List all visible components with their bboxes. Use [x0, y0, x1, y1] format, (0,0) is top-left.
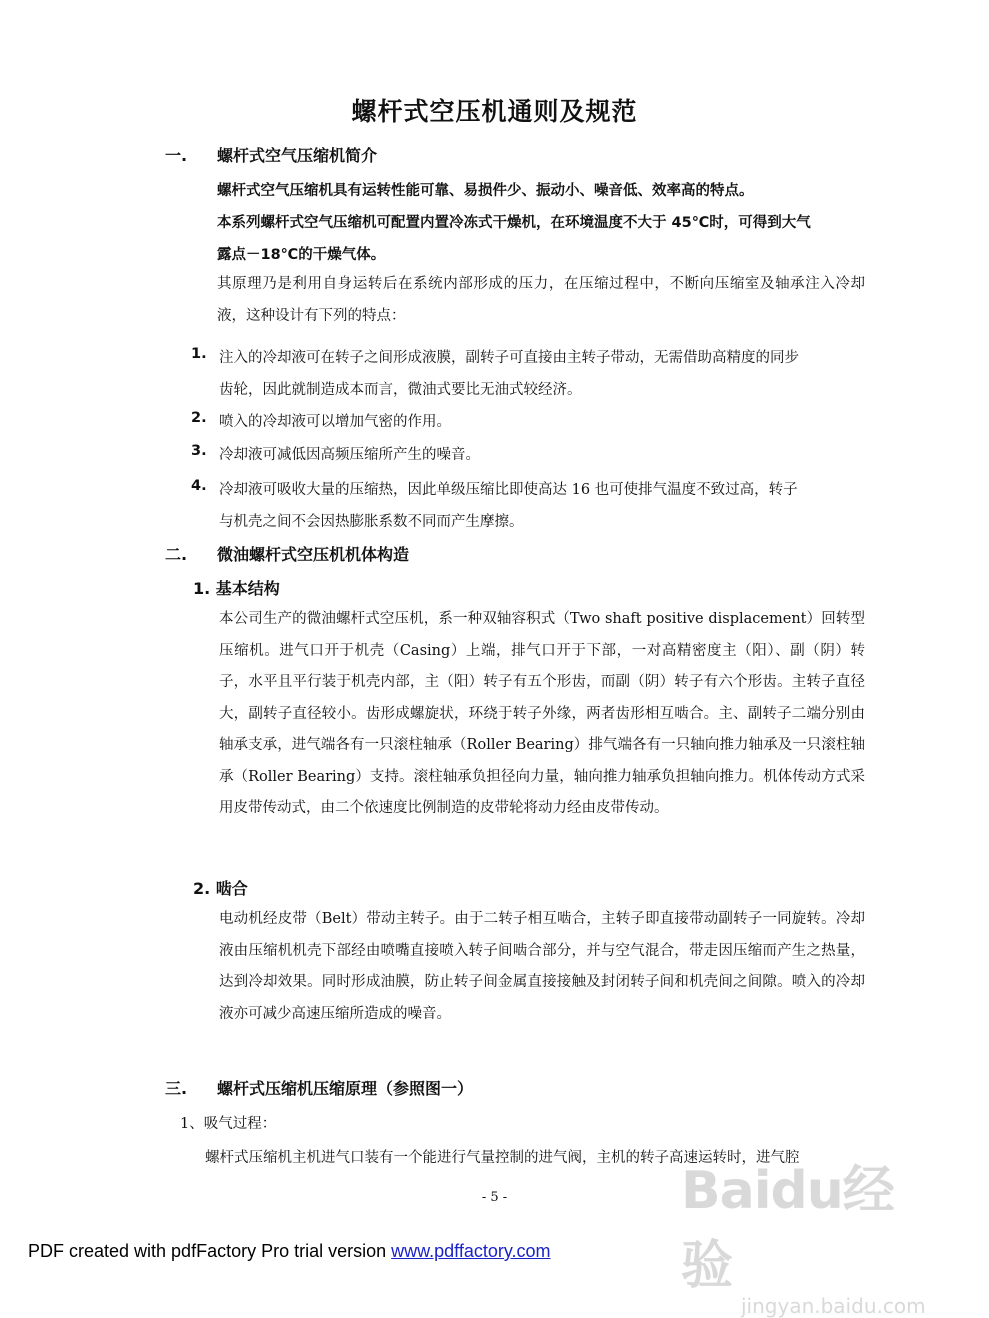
watermark-logo: Baidu经验 — [681, 1161, 894, 1296]
section-title: 螺杆式压缩机压缩原理（参照图一） — [217, 1079, 474, 1098]
bold-paragraph-line: 本系列螺杆式空气压缩机可配置内置冷冻式干燥机，在环境温度不大于 45℃时，可得到大气 — [217, 215, 811, 231]
list-number: 3. — [191, 443, 207, 459]
intro-paragraph: 其原理乃是利用自身运转后在系统内部形成的压力，在压缩过程中，不断向压缩室及轴承注入冷却液，这种设计有下列的特点： — [217, 276, 865, 324]
list-item-line: 喷入的冷却液可以增加气密的作用。 — [219, 414, 451, 430]
section-heading-2 — [165, 542, 865, 564]
page-number: - 5 - — [481, 1190, 508, 1205]
list-number: 1. — [191, 346, 207, 362]
watermark-url: jingyan.baidu.com — [741, 1294, 926, 1318]
body-paragraph: 电动机经皮带（Belt）带动主转子。由于二转子相互啮合，主转子即直接带动副转子一同旋转。冷却液由压缩机机壳下部经由喷嘴直接喷入转子间啮合部分，并与空气混合，带走因压缩而产生之热量，达到冷却效果。同时形成油膜，防止转子间金属直接接触及封闭转子间和机壳间之间隙。喷入的冷却液亦可减少高速压缩所造成的噪音。 — [219, 911, 865, 1022]
section-heading-3 — [165, 1076, 865, 1098]
section-title: 微油螺杆式空压机机体构造 — [217, 545, 410, 564]
pdf-footer — [28, 1241, 551, 1262]
footer-text: PDF created with pdfFactory Pro trial version — [28, 1241, 392, 1261]
section-number: 一. — [165, 146, 188, 165]
bold-paragraph-line: 螺杆式空气压缩机具有运转性能可靠、易损件少、振动小、噪音低、效率高的特点。 — [217, 183, 754, 199]
pdffactory-link[interactable]: www.pdffactory.com — [391, 1241, 551, 1261]
list-item-line: 与机壳之间不会因热膨胀系数不同而产生摩擦。 — [219, 514, 524, 530]
page-title: 螺杆式空压机通则及规范 — [351, 97, 638, 126]
list-number: 2. — [191, 410, 207, 426]
list-item-line: 齿轮，因此就制造成本而言，微油式要比无油式较经济。 — [219, 382, 582, 398]
subsection-heading: 1. 基本结构 — [193, 579, 280, 598]
list-item-line: 冷却液可减低因高频压缩所产生的噪音。 — [219, 447, 480, 463]
body-paragraph: 本公司生产的微油螺杆式空压机，系一种双轴容积式（Two shaft positive displacement）回转型压缩机。进气口开于机壳（Casing）上端，排气口开于下部，一对高精密度主（阳）、副（阴）转子，水平且平行装于机壳内部，主（阳）转子有五个形齿，而副（阴）转子有六个形齿。主转子直径大，副转子直径较小。齿形成螺旋状，环绕于转子外缘，两者齿形相互啮合。主、副转子二端分别由轴承支承，进气端各有一只滚柱轴承（Roller Bearing）排气端各有一只轴向推力轴承及一只滚柱轴承（Roller Bearing）支持。滚柱轴承负担径向力量，轴向推力轴承负担轴向推力。机体传动方式采用皮带传动式，由二个依速度比例制造的皮带轮将动力经由皮带传动。 — [219, 611, 865, 816]
section-number: 三. — [165, 1079, 188, 1098]
list-item-line: 注入的冷却液可在转子之间形成液膜，副转子可直接由主转子带动，无需借助高精度的同步 — [219, 350, 799, 366]
section-heading-1 — [165, 143, 865, 165]
subsection-label: 1、吸气过程： — [180, 1116, 277, 1132]
section-number: 二. — [165, 545, 188, 564]
bold-paragraph-line: 露点－18℃的干燥气体。 — [217, 247, 386, 263]
list-number: 4. — [191, 478, 207, 494]
list-item-line: 冷却液可吸收大量的压缩热，因此单级压缩比即使高达 16 也可使排气温度不致过高，转子 — [219, 482, 798, 498]
body-paragraph-line: 螺杆式压缩机主机进气口装有一个能进行气量控制的进气阀，主机的转子高速运转时，进气腔 — [205, 1150, 800, 1166]
subsection-heading: 2. 啮合 — [193, 879, 248, 898]
section-title: 螺杆式空气压缩机简介 — [217, 146, 378, 165]
